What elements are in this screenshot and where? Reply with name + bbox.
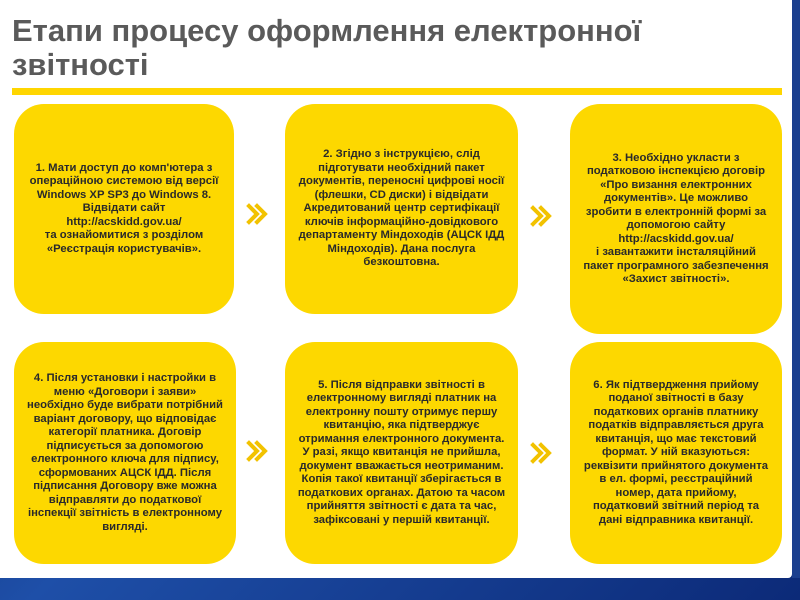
step-card-1 [14, 104, 234, 314]
step-text-6: 6. Як підтвердження прийому поданої звітності в базу податкових органів платнику податків відправляється друга квитанція, що має текстовий формат. У ній вказуються: реквізити прийнятого документа в ел. формі, реєстраційний номер, дата прийому, податковий звітний період та дані відправника квитанції. [583, 378, 769, 526]
title-underline [12, 88, 782, 95]
step-text-4: 4. Після установки і настройки в меню «Договори і заяви» необхідно буде вибрати потрібний варіант договору, що відповідає категорії платника. Договір підписується за допомогою електронного ключа для підпису, сформованих АЦСК ІДД. Після підписання Договору вже можна відправляти до податкової інспекції звітність в електронному вигляді. [27, 372, 223, 533]
double-chevron-right-icon [530, 205, 552, 227]
step-card-2 [285, 104, 518, 314]
step-card-5 [285, 342, 518, 564]
step-card-6 [570, 342, 782, 564]
step-card-3 [570, 104, 782, 334]
step-text-2: 2. Згідно з інструкцією, слід підготувати необхідний пакет документів, переносні цифрові носії (флешки, CD диски) і відвідати Акредитований центр сертифікації ключів інформаційно-довідкового департаменту Міндоходів (АЦСК ІДД Міндоходів). Дана послуга безкоштовна. [298, 148, 505, 269]
step-text-3: 3. Необхідно укласти з податковою інспекцією договір «Про визання електронних документів». Це можливо зробити в електронній формі за допомогою сайту http://acskidd.gov.ua/ і завантажити інсталяційний пакет програмного забезпечення «Захист звітності». [583, 151, 769, 285]
slide-edge [792, 0, 800, 578]
slide-title: Етапи процесу оформлення електронної звітності [12, 13, 642, 82]
double-chevron-right-icon [246, 203, 268, 225]
double-chevron-right-icon [246, 440, 268, 462]
step-card-4 [14, 342, 236, 564]
step-text-5: 5. Після відправки звітності в електронному вигляді платник на електронну пошту отримує першу квитанцію, яка підтверджує отримання електронного документа. У разі, якщо квитанція не прийшла, документ вважається неотриманим. Копія такої квитанції зберігається в податкових органах. Датою та часом прийняття звітності є дата та час, зафіксовані у першій квитанції. [297, 378, 506, 526]
double-chevron-right-icon [530, 442, 552, 464]
step-text-1: 1. Мати доступ до комп'ютера з операційною системою від версії Windows XP SP3 до Windows 8. Відвідати сайт http://acskidd.gov.ua/ та ознайомитися з розділом «Реєстрація користувачів». [29, 161, 219, 255]
